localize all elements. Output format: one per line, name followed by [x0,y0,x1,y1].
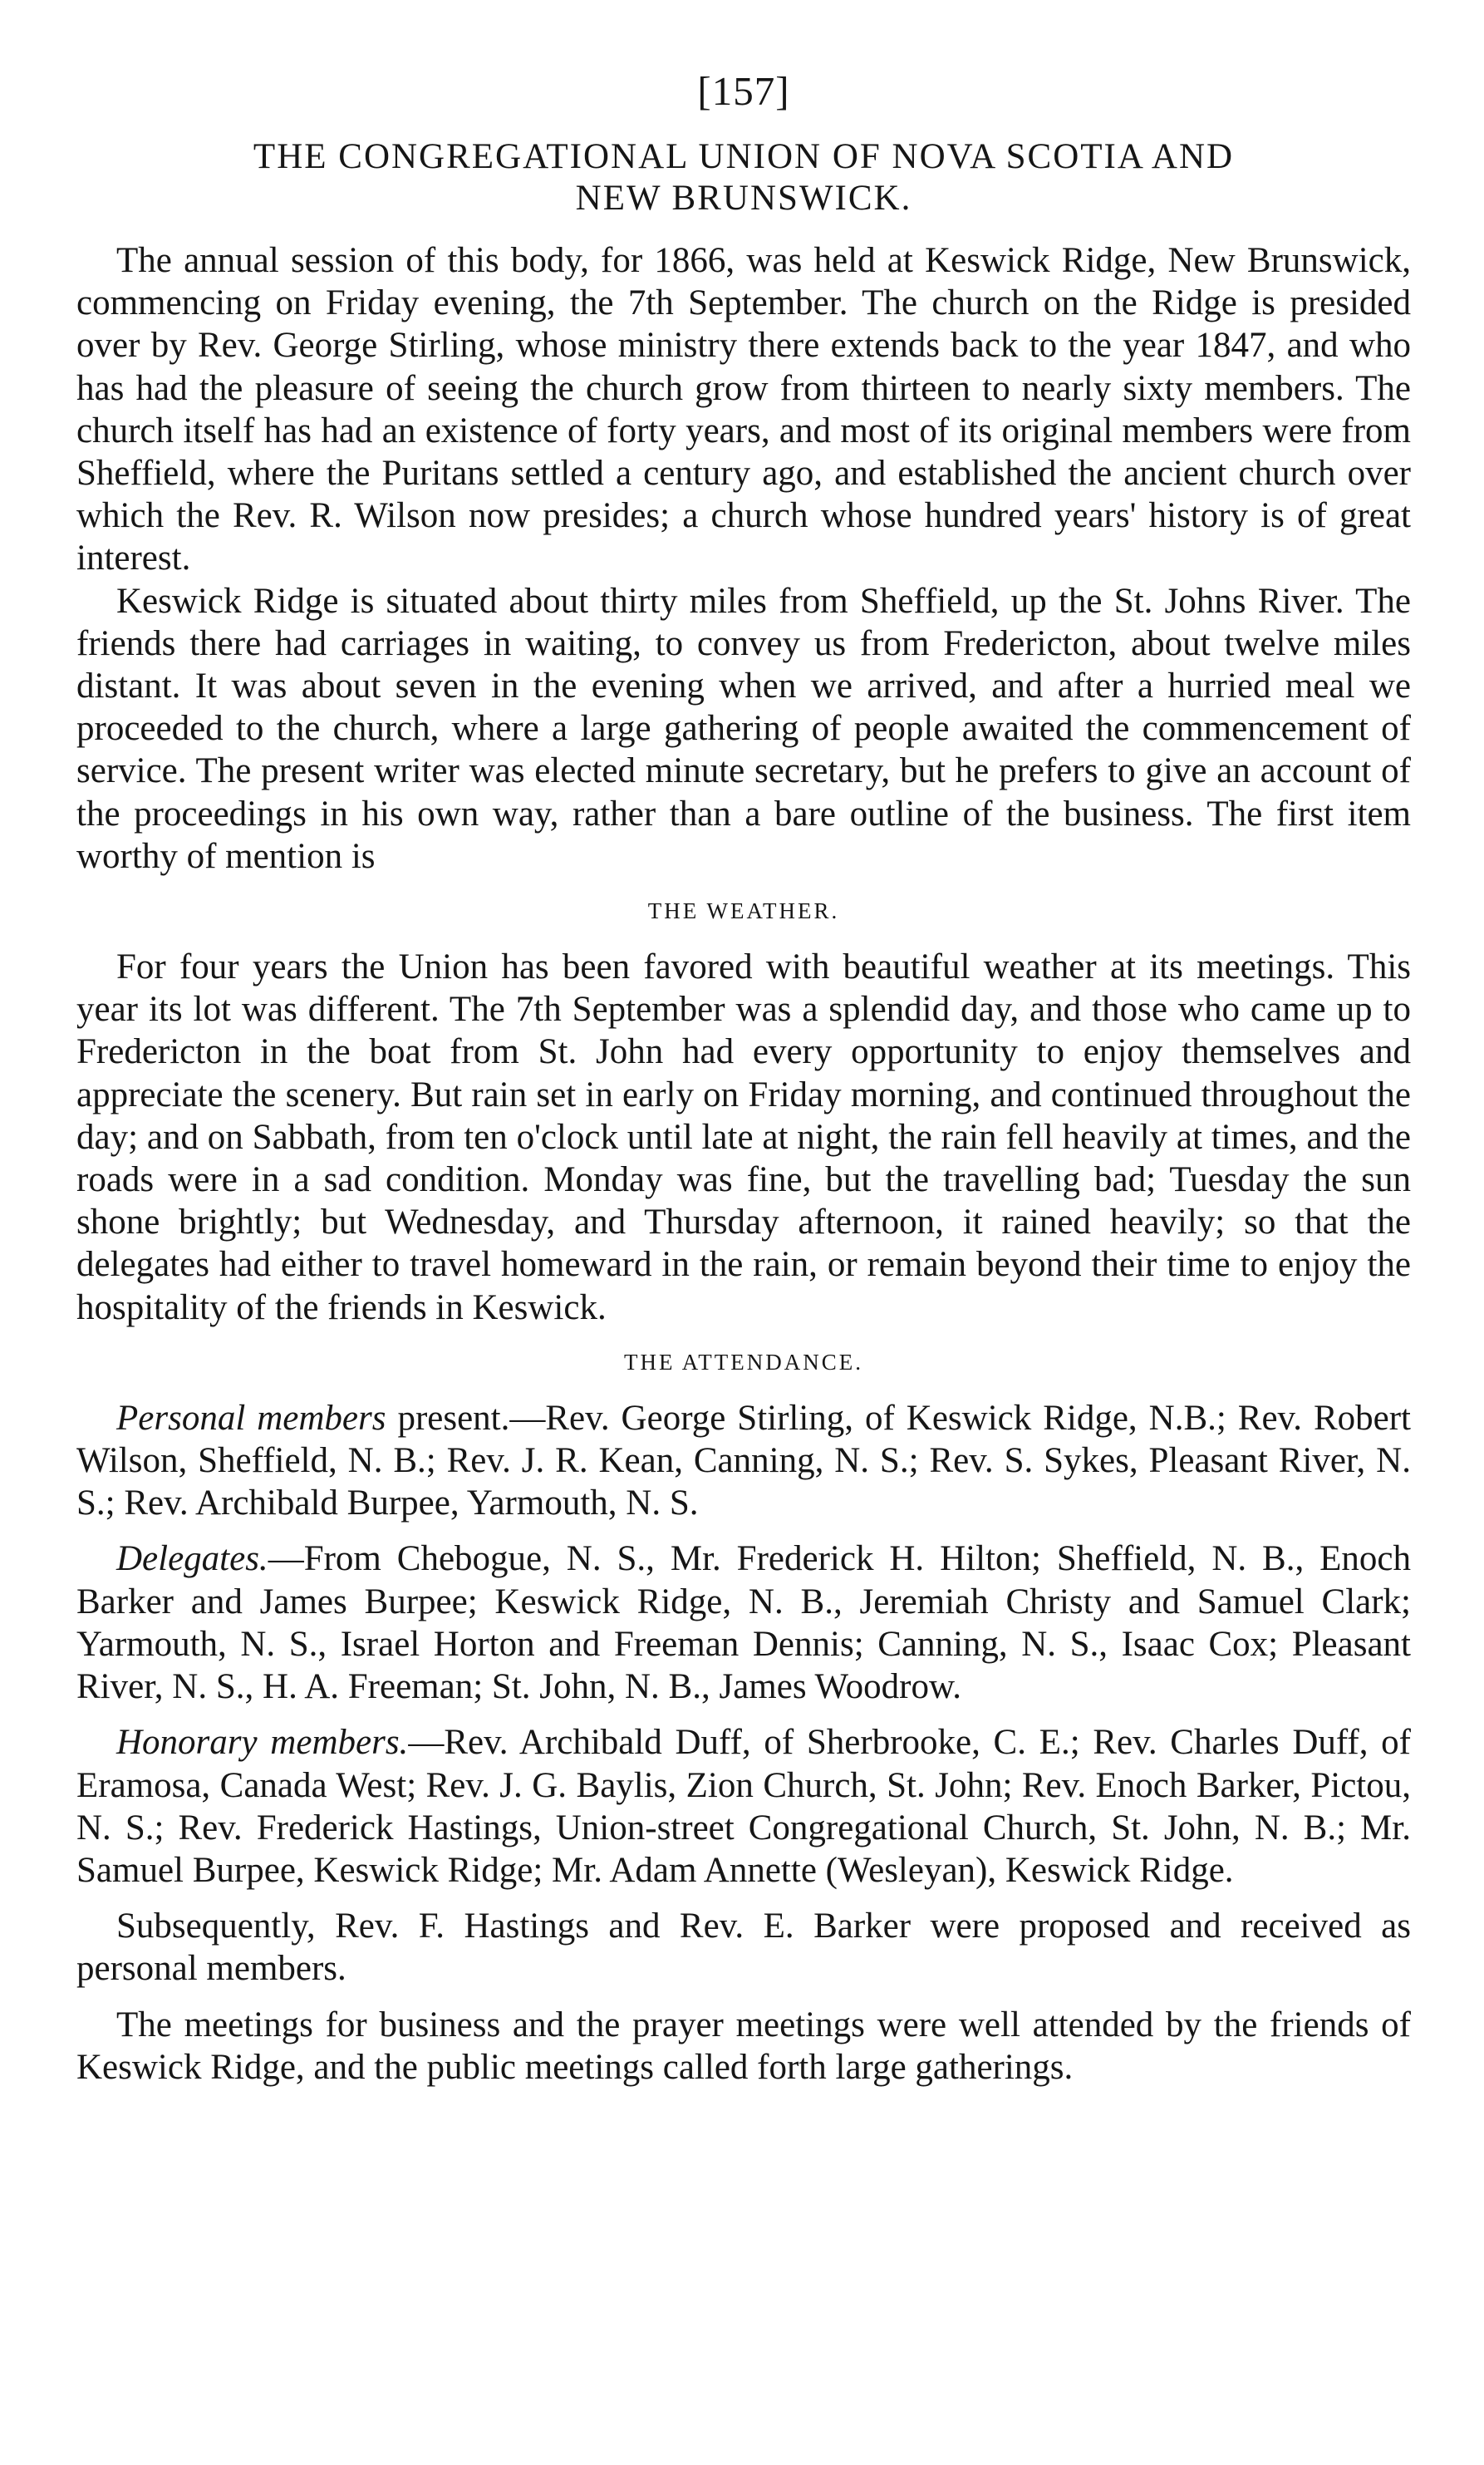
subsequently-paragraph: Subsequently, Rev. F. Hastings and Rev. E. Barker were proposed and received as personal members. [76,1907,1411,1989]
delegates-lead: Delegates. [116,1539,268,1579]
attendance-heading: THE ATTENDANCE. [624,1349,863,1375]
personal-members-paragraph [76,1397,1411,1525]
article-title-line-2: NEW BRUNSWICK. [575,179,912,218]
personal-members-lead: Personal members [116,1398,386,1438]
delegates-text: —From Chebogue, N. S., Mr. Frederick H. Hilton; Sheffield, N. B., Enoch Barker and James Burpee; Keswick Ridge, N. B., Jeremiah Christy and Samuel Clark; Yarmouth, N. S., Israel Horton and Freeman Dennis; Canning, N. S., Isaac Cox; Pleasant River, N. S., H. A. Freeman; St. John, N. B., James Woodrow. [76,1539,1411,1707]
document-page [76,68,1411,2089]
article-title-line-1: THE CONGREGATIONAL UNION OF NOVA SCOTIA AND [253,137,1235,176]
weather-heading: THE WEATHER. [647,898,840,924]
keswick-paragraph: Keswick Ridge is situated about thirty miles from Sheffield, up the St. Johns River. The friends there had carriages in waiting, to convey us from Fredericton, about twelve miles distant. It was about seven in the evening when we arrived, and after a hurried meal we proceeded to the church, where a large gathering of people awaited the commencement of service. The present writer was elected minute secretary, but he prefers to give an account of the proceedings in his own way, rather than a bare outline of the business. The first item worthy of mention is [76,581,1411,876]
article-title [76,136,1411,219]
delegates-paragraph [76,1538,1411,1708]
weather-paragraph: For four years the Union has been favored with beautiful weather at its meetings. This year its lot was different. The 7th September was a splendid day, and those who came up to Fredericton in the boat from St. John had every opportunity to enjoy themselves and appreciate the scenery. But rain set in early on Friday morning, and continued throughout the day; and on Sabbath, from ten o'clock until late at night, the rain fell heavily at times, and the roads were in a sad condition. Monday was fine, but the travelling bad; Tuesday the sun shone brightly; but Wednesday, and Thursday afternoon, it rained heavily; so that the delegates had either to travel homeward in the rain, or remain beyond their time to enjoy the hospitality of the friends in Keswick. [76,947,1411,1327]
intro-paragraph: The annual session of this body, for 1866, was held at Keswick Ridge, New Brunswick, commencing on Friday evening, the 7th September. The church on the Ridge is presided over by Rev. George Stirling, whose ministry there extends back to the year 1847, and who has had the pleasure of seeing the church grow from thirteen to nearly sixty members. The church itself has had an existence of forty years, and most of its original members were from Sheffield, where the Puritans settled a century ago, and established the ancient church over which the Rev. R. Wilson now presides; a church whose hundred years' history is of great interest. [76,241,1411,578]
honorary-members-paragraph [76,1721,1411,1892]
honorary-members-text: —Rev. Archibald Duff, of Sherbrooke, C. E.; Rev. Charles Duff, of Eramosa, Canada West; Rev. J. G. Baylis, Zion Church, St. John; Rev. Enoch Barker, Pictou, N. S.; Rev. Frederick Hastings, Union-street Congregational Church, St. John, N. B.; Mr. Samuel Burpee, Keswick Ridge; Mr. Adam Annette (Wesleyan), Keswick Ridge. [76,1723,1412,1890]
honorary-members-lead: Honorary members. [116,1723,409,1763]
meetings-paragraph: The meetings for business and the prayer meetings were well attended by the friends of Keswick Ridge, and the public meetings called forth large gatherings. [76,2005,1411,2087]
personal-members-text: present.—Rev. George Stirling, of Keswick Ridge, N.B.; Rev. Robert Wilson, Sheffield, N. B.; Rev. J. R. Kean, Canning, N. S.; Rev. S. Sykes, Pleasant River, N. S.; Rev. Archibald Burpee, Yarmouth, N. S. [76,1398,1412,1523]
page-number: [157] [697,68,790,114]
